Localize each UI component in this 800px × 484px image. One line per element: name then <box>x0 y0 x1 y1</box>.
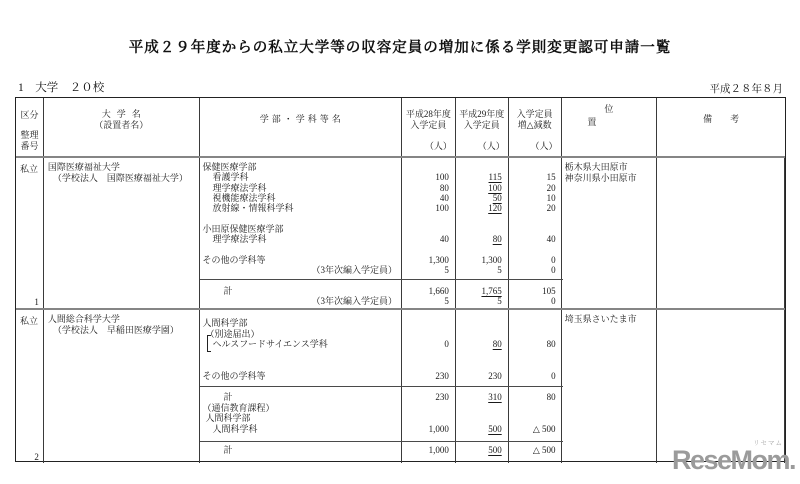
header-location: 位置 <box>562 98 658 156</box>
watermark-ruby: リセマム <box>753 440 783 447</box>
document-title: 平成２９年度からの私立大学等の収容定員の増加に係る学則変更認可申請一覧 <box>128 40 672 56</box>
header-capacity-h29: 平成29年度 入学定員 （人） <box>456 98 509 156</box>
cell-remarks <box>657 158 785 308</box>
subtotal-divider <box>200 441 563 442</box>
resemom-logo: ReseMom. <box>671 445 795 475</box>
table-row <box>16 308 785 463</box>
resemom-watermark <box>672 440 795 474</box>
serial-number: 2 <box>34 452 39 462</box>
cell-capacity-diff: 80 0 80 △ 500 △ 500 <box>509 310 562 463</box>
cell-category: 私立 1 <box>16 158 44 308</box>
header-remarks: 備考 <box>703 114 758 124</box>
cell-departments: 保健医療学部 看護学科 理学療法学科 視機能療法学科 放射線・情報科学科 小田原保健医療学部 理学療法学科 その他の学科等 （3年次編入学定員） 計 （3年次編入学定員） <box>200 158 402 308</box>
unit-label: （人） <box>530 141 558 151</box>
university-name: 国際医療福祉大学 <box>47 162 120 172</box>
cell-category: 私立 2 <box>16 310 44 463</box>
header-capacity-h28: 平成28年度 入学定員 （人） <box>402 98 456 156</box>
table-row <box>16 158 785 308</box>
cell-location: 栃木県大田原市 神奈川県小田原市 <box>562 158 658 308</box>
date-label: 平成２８年８月 <box>709 84 783 95</box>
cell-departments: 人間科学部 （別途届出） ヘルスフードサイエンス学科 その他の学科等 計 （通信教育課程） 人間科学部 人間科学科 計 <box>200 310 402 463</box>
subtotal-divider <box>200 279 563 280</box>
founder-name: （学校法人 早稲田医療学園） <box>52 324 179 335</box>
table-header-row <box>16 98 785 158</box>
founder-name: （学校法人 国際医療福祉大学） <box>52 172 188 183</box>
cell-university <box>44 158 200 308</box>
cell-capacity-h28: 100 80 40 100 40 1,300 5 1,660 5 <box>402 158 456 308</box>
header-university: 大学名 （設置者名） <box>44 98 200 156</box>
cell-university <box>44 310 200 463</box>
unit-label: （人） <box>477 141 505 151</box>
subtotal-divider <box>200 386 563 387</box>
university-name: 人間総合科学大学 <box>47 314 120 324</box>
application-table <box>15 97 786 462</box>
header-capacity-diff: 入学定員 増△減数 （人） <box>509 98 562 156</box>
cell-capacity-h28: 0 230 230 1,000 1,000 <box>402 310 456 463</box>
cell-location: 埼玉県さいたま市 <box>562 310 658 463</box>
serial-number: 1 <box>34 297 39 307</box>
header-category-label: 区分 <box>20 110 39 120</box>
cell-capacity-diff: 15 20 10 20 40 0 0 105 0 <box>509 158 562 308</box>
cell-capacity-h29: 115 100 50 120 80 1,300 5 1,765 5 <box>456 158 509 308</box>
header-department: 学部・学科等名 <box>200 98 402 156</box>
cell-capacity-h29: 80 230 310 500 500 <box>456 310 509 463</box>
header-category <box>16 98 44 156</box>
bracket-mark <box>207 335 211 352</box>
section-label: 1 大学 ２０校 <box>18 82 105 94</box>
unit-label: （人） <box>424 141 452 151</box>
header-serial-label: 整理 番号 <box>20 130 39 151</box>
